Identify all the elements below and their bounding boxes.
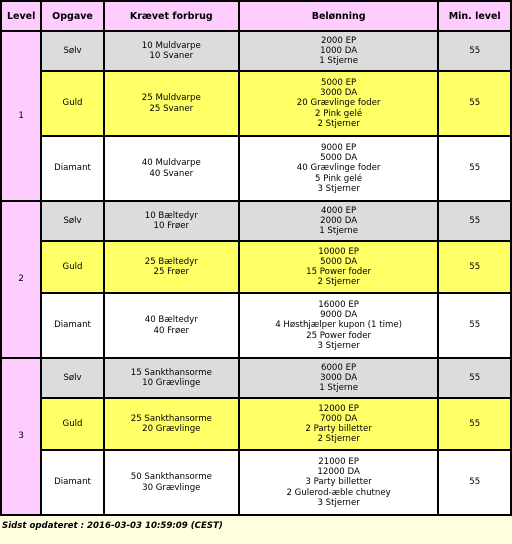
min-level-cell: 55 [439, 242, 510, 292]
reward-line: 3 Party billetter [305, 477, 372, 488]
reward-line: 40 Grævlinge foder [296, 163, 381, 174]
required-cell [105, 242, 238, 292]
required-line: 15 Sankthansorme [130, 367, 212, 378]
required-line: 20 Grævlinge [142, 424, 201, 434]
header-level: Level [2, 2, 40, 30]
task-cell: Guld [42, 72, 102, 135]
task-cell: Guld [42, 399, 102, 449]
required-line: 40 Frøer [153, 325, 190, 336]
task-cell: Diamant [42, 137, 102, 200]
reward-line: 3000 DA [320, 88, 358, 99]
task-cell: Diamant [42, 451, 102, 514]
min-level-cell: 55 [439, 137, 510, 200]
reward-line: 7000 DA [320, 413, 358, 424]
reward-line: 3 Stjerner [317, 497, 360, 508]
header-row [2, 2, 510, 30]
required-cell [105, 359, 238, 397]
table-row [2, 32, 510, 70]
required-cell [105, 32, 238, 70]
min-level-cell: 55 [439, 72, 510, 135]
min-level-cell: 55 [439, 399, 510, 449]
level-cell: 2 [2, 202, 40, 357]
level-cell: 3 [2, 359, 40, 514]
reward-line: 2000 DA [320, 215, 358, 226]
level-cell: 1 [2, 32, 40, 200]
table-row [2, 72, 510, 135]
reward-cell [240, 137, 438, 200]
required-line: 40 Bæltedyr [144, 315, 198, 326]
min-level-cell: 55 [439, 451, 510, 514]
required-line: 10 Grævlinge [142, 378, 201, 388]
rewards-body [2, 32, 510, 514]
reward-line: 16000 EP [318, 299, 359, 310]
reward-line: 4000 EP [321, 205, 357, 216]
reward-cell [240, 72, 438, 135]
reward-line: 5000 DA [320, 256, 358, 267]
reward-line: 5000 DA [320, 153, 358, 164]
reward-line: 6000 EP [321, 362, 357, 373]
required-line: 40 Muldvarpe [141, 158, 201, 169]
last-updated: Sidst opdateret : 2016-03-03 10:59:09 (CEST) [2, 521, 223, 531]
header-reward: Belønning [240, 2, 438, 30]
required-line: 30 Grævlinge [142, 482, 201, 493]
reward-line: 2 Stjerner [317, 277, 360, 288]
table-row [2, 202, 510, 240]
required-cell [105, 137, 238, 200]
reward-line: 5 Pink gelé [315, 173, 363, 184]
reward-line: 20 Grævlinge foder [296, 98, 381, 109]
header-required: Krævet forbrug [105, 2, 238, 30]
reward-cell [240, 451, 438, 514]
table-row [2, 137, 510, 200]
table-row [2, 451, 510, 514]
reward-line: 25 Power foder [306, 330, 372, 341]
reward-line: 5000 EP [321, 77, 357, 88]
reward-line: 2 Pink gelé [315, 108, 363, 119]
reward-line: 12000 DA [317, 467, 360, 478]
table-row [2, 294, 510, 357]
reward-line: 21000 EP [318, 456, 359, 467]
reward-line: 3 Stjerner [317, 183, 360, 194]
reward-line: 2 Stjerner [317, 434, 360, 445]
required-line: 25 Bæltedyr [144, 256, 198, 267]
table-row [2, 359, 510, 397]
task-cell: Guld [42, 242, 102, 292]
required-line: 10 Bæltedyr [144, 210, 198, 221]
reward-line: 12000 EP [318, 403, 359, 414]
min-level-cell: 55 [439, 294, 510, 357]
reward-line: 2000 EP [321, 35, 357, 46]
required-line: 25 Muldvarpe [141, 93, 201, 104]
task-cell: Diamant [42, 294, 102, 357]
header-min-level: Min. level [439, 2, 510, 30]
min-level-cell: 55 [439, 32, 510, 70]
reward-cell [240, 399, 438, 449]
reward-line: 2 Gulerod-æble chutney [286, 487, 391, 498]
required-line: 25 Sankthansorme [130, 413, 212, 424]
reward-cell [240, 359, 438, 397]
required-line: 40 Svaner [149, 168, 194, 179]
task-cell: Sølv [42, 359, 102, 397]
reward-cell [240, 32, 438, 70]
required-line: 25 Frøer [153, 267, 190, 277]
required-cell [105, 294, 238, 357]
reward-line: 1 Stjerne [319, 383, 359, 394]
required-cell [105, 451, 238, 514]
min-level-cell: 55 [439, 359, 510, 397]
reward-line: 2 Party billetter [305, 424, 372, 434]
reward-cell [240, 202, 438, 240]
task-cell: Sølv [42, 202, 102, 240]
reward-line: 1 Stjerne [319, 56, 359, 67]
required-line: 10 Frøer [153, 221, 190, 231]
reward-line: 10000 EP [318, 246, 359, 257]
required-line: 50 Sankthansorme [130, 472, 212, 483]
reward-cell [240, 294, 438, 357]
task-cell: Sølv [42, 32, 102, 70]
reward-line: 9000 EP [321, 142, 357, 153]
header-task: Opgave [42, 2, 102, 30]
reward-line: 9000 DA [320, 310, 358, 321]
reward-line: 4 Høsthjælper kupon (1 time) [275, 320, 403, 331]
reward-line: 3 Stjerner [317, 340, 360, 351]
reward-line: 1 Stjerne [319, 226, 359, 237]
required-line: 10 Muldvarpe [141, 40, 201, 51]
reward-line: 1000 DA [320, 45, 358, 56]
reward-line: 15 Power foder [306, 267, 372, 277]
min-level-cell: 55 [439, 202, 510, 240]
required-cell [105, 72, 238, 135]
required-cell [105, 399, 238, 449]
required-line: 10 Svaner [149, 51, 194, 61]
required-cell [105, 202, 238, 240]
reward-cell [240, 242, 438, 292]
table-row [2, 399, 510, 449]
reward-line: 3000 DA [320, 372, 358, 383]
required-line: 25 Svaner [149, 103, 194, 114]
table-row [2, 242, 510, 292]
reward-line: 2 Stjerner [317, 118, 360, 129]
